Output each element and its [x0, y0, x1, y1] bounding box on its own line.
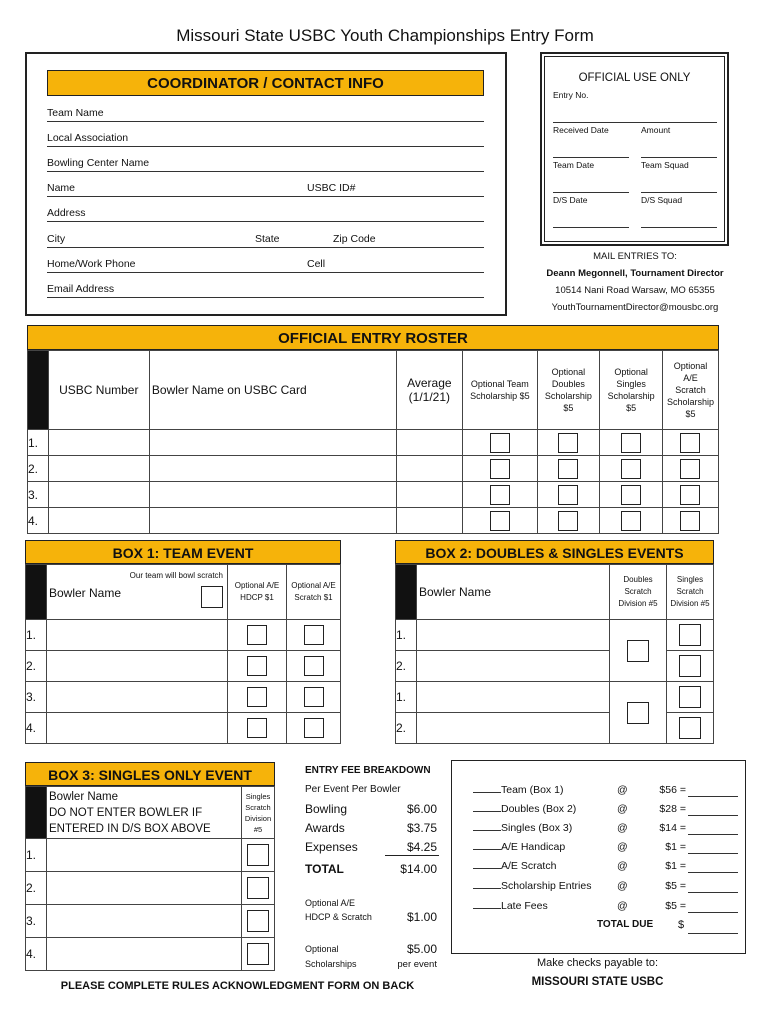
ae-hdcp-checkbox[interactable]: [247, 625, 267, 645]
table-row: [26, 682, 341, 713]
payee-name: MISSOURI STATE USBC: [531, 976, 664, 988]
row-number: 1.: [28, 430, 49, 456]
ae-hdcp-checkbox[interactable]: [247, 687, 267, 707]
box1-corner: [26, 565, 47, 620]
ae-scratch-checkbox[interactable]: [304, 656, 324, 676]
line-amount[interactable]: [688, 834, 738, 835]
fee-awards-label: Awards: [305, 821, 345, 835]
row-number: 1.: [396, 620, 417, 651]
line-price: $28 =: [659, 803, 686, 815]
table-row: [26, 713, 341, 744]
total-due-dollar: $: [678, 919, 685, 931]
team-squad-label: Team Squad: [641, 160, 689, 170]
local-association-field[interactable]: [47, 132, 484, 147]
name-label: Name: [47, 182, 76, 194]
box2-table: [395, 564, 714, 744]
rules-note: PLEASE COMPLETE RULES ACKNOWLEDGMENT FORM ON BACK: [60, 980, 415, 992]
average-cell[interactable]: [396, 430, 463, 456]
box3-bowler-header: [47, 787, 242, 839]
row-number: 2.: [28, 456, 49, 482]
bowler-name-cell[interactable]: [47, 713, 228, 744]
line-at: @: [617, 880, 628, 892]
usbc-number-cell[interactable]: [48, 482, 149, 508]
phone-field[interactable]: [47, 258, 484, 273]
received-date-field[interactable]: [553, 125, 629, 158]
line-label: A/E Scratch: [501, 860, 557, 872]
coordinator-header: COORDINATOR / CONTACT INFO: [47, 70, 484, 96]
doubles-scholarship-checkbox[interactable]: [558, 511, 578, 531]
average-cell[interactable]: [396, 482, 463, 508]
average-cell[interactable]: [396, 456, 463, 482]
total-line-ae-scratch: [473, 856, 738, 874]
box2-bowler-label: Bowler Name: [417, 565, 610, 620]
bowling-center-label: Bowling Center Name: [47, 157, 150, 169]
box1-bowler-label: Bowler Name: [49, 586, 122, 600]
fee-header: ENTRY FEE BREAKDOWN: [305, 765, 431, 776]
box3-table: [25, 786, 275, 971]
row-number: 4.: [28, 508, 49, 534]
line-amount[interactable]: [688, 853, 738, 854]
ds-date-field[interactable]: [553, 195, 629, 228]
box3-corner: [26, 787, 47, 839]
total-due-label: TOTAL DUE: [597, 919, 654, 930]
bowler-name-cell[interactable]: [47, 620, 228, 651]
box3-note-line1: DO NOT ENTER BOWLER IF: [49, 806, 203, 819]
qty-blank[interactable]: [473, 888, 501, 889]
bowler-name-cell[interactable]: [149, 430, 396, 456]
row-number: 3.: [26, 905, 47, 938]
total-line-late-fees: [473, 896, 738, 914]
line-at: @: [617, 860, 628, 872]
fee-total-rule: [385, 855, 439, 856]
bowler-name-cell[interactable]: [149, 508, 396, 534]
ae-hdcp-checkbox[interactable]: [247, 656, 267, 676]
bowler-name-cell[interactable]: [149, 482, 396, 508]
row-number: 1.: [26, 620, 47, 651]
official-use-header: OFFICIAL USE ONLY: [578, 72, 691, 84]
bowler-name-cell[interactable]: [149, 456, 396, 482]
ae-scratch-checkbox[interactable]: [304, 687, 324, 707]
singles-scholarship-checkbox[interactable]: [621, 511, 641, 531]
payable-label: Make checks payable to:: [536, 957, 659, 969]
col-singles-only-scratch: Singles Scratch Division #5: [242, 787, 275, 839]
ae-scholarship-checkbox[interactable]: [680, 433, 700, 453]
fee-ae-label1: Optional A/E: [305, 898, 356, 908]
bowler-name-cell[interactable]: [47, 651, 228, 682]
team-scholarship-checkbox[interactable]: [490, 459, 510, 479]
line-label: Singles (Box 3): [501, 822, 573, 834]
line-amount[interactable]: [688, 815, 738, 816]
ae-scholarship-checkbox[interactable]: [680, 511, 700, 531]
col-ae-scholarship: Optional A/E Scratch Scholarship $5: [662, 351, 718, 430]
col-singles-scholarship: Optional Singles Scholarship $5: [600, 351, 663, 430]
email-label: Email Address: [47, 283, 115, 295]
box1-header-row: [26, 565, 341, 620]
fee-total-value: $14.00: [400, 862, 437, 876]
mail-address: 10514 Nani Road Warsaw, MO 65355: [555, 285, 715, 296]
qty-blank[interactable]: [473, 792, 501, 793]
total-line-scholarship: [473, 876, 738, 894]
singles-only-checkbox[interactable]: [247, 877, 269, 899]
box3-header: BOX 3: SINGLES ONLY EVENT: [25, 762, 275, 786]
bowling-center-field[interactable]: [47, 157, 484, 172]
fee-bowling-label: Bowling: [305, 802, 348, 816]
line-label: Scholarship Entries: [501, 880, 592, 892]
box2-corner: [396, 565, 417, 620]
line-amount[interactable]: [688, 912, 738, 913]
average-cell[interactable]: [396, 508, 463, 534]
cell-label: Cell: [307, 258, 326, 270]
name-field[interactable]: [47, 182, 484, 197]
line-at: @: [617, 822, 628, 834]
doubles-scholarship-checkbox[interactable]: [558, 485, 578, 505]
col-ae-scratch: Optional A/E Scratch $1: [287, 565, 341, 620]
col-team-scholarship: Optional Team Scholarship $5: [463, 351, 537, 430]
city-field[interactable]: [47, 233, 484, 248]
team-squad-field[interactable]: [641, 160, 717, 193]
mail-to-label: MAIL ENTRIES TO:: [593, 251, 677, 262]
table-row: [396, 713, 714, 744]
team-name-label: Team Name: [47, 107, 104, 119]
line-price: $1 =: [665, 841, 686, 853]
table-row: [28, 508, 719, 534]
line-at: @: [617, 841, 628, 853]
singles-scholarship-checkbox[interactable]: [621, 485, 641, 505]
box2-header: BOX 2: DOUBLES & SINGLES EVENTS: [395, 540, 714, 564]
qty-blank[interactable]: [473, 830, 501, 831]
singles-scratch-checkbox[interactable]: [679, 717, 701, 739]
singles-scratch-checkbox[interactable]: [679, 624, 701, 646]
col-doubles-scratch: Doubles Scratch Division #5: [610, 565, 667, 620]
singles-scholarship-checkbox[interactable]: [621, 433, 641, 453]
usbc-number-cell[interactable]: [48, 430, 149, 456]
singles-scratch-checkbox[interactable]: [679, 655, 701, 677]
fee-expenses-label: Expenses: [305, 840, 358, 854]
row-number: 2.: [396, 713, 417, 744]
scratch-checkbox[interactable]: [201, 586, 223, 608]
table-row: [26, 905, 275, 938]
usbc-id-label: USBC ID#: [307, 182, 356, 194]
table-row: [396, 651, 714, 682]
total-line-team: [473, 780, 738, 798]
fee-awards-value: $3.75: [406, 821, 437, 835]
row-number: 2.: [26, 872, 47, 905]
line-label: Late Fees: [501, 900, 548, 912]
mail-director: Deann Megonnell, Tournament Director: [546, 268, 724, 279]
row-number: 4.: [26, 938, 47, 971]
line-amount[interactable]: [688, 892, 738, 893]
bowler-name-cell[interactable]: [47, 905, 242, 938]
mail-email: YouthTournamentDirector@mousbc.org: [551, 302, 719, 313]
fee-ae-label2: HDCP & Scratch: [305, 912, 372, 922]
table-row: [28, 456, 719, 482]
box1-header: BOX 1: TEAM EVENT: [25, 540, 341, 564]
line-at: @: [617, 803, 628, 815]
bowler-name-cell[interactable]: [47, 938, 242, 971]
row-number: 3.: [26, 682, 47, 713]
table-row: [396, 682, 714, 713]
team-name-field[interactable]: [47, 107, 484, 122]
ae-scholarship-checkbox[interactable]: [680, 485, 700, 505]
line-label: Team (Box 1): [501, 784, 564, 796]
email-field[interactable]: [47, 283, 484, 298]
team-scholarship-checkbox[interactable]: [490, 433, 510, 453]
line-price: $5 =: [665, 900, 686, 912]
fee-sch-per: per event: [397, 959, 437, 970]
doubles-scholarship-checkbox[interactable]: [558, 459, 578, 479]
bowler-name-cell[interactable]: [417, 620, 610, 651]
row-number: 1.: [396, 682, 417, 713]
box3-note-line2: ENTERED IN D/S BOX ABOVE: [49, 822, 211, 835]
received-date-label: Received Date: [553, 125, 609, 135]
ds-squad-field[interactable]: [641, 195, 717, 228]
state-label: State: [255, 233, 280, 245]
doubles-scholarship-checkbox[interactable]: [558, 433, 578, 453]
qty-blank[interactable]: [473, 908, 501, 909]
qty-blank[interactable]: [473, 811, 501, 812]
singles-only-checkbox[interactable]: [247, 844, 269, 866]
fee-bowling-value: $6.00: [406, 802, 437, 816]
col-singles-scratch: Singles Scratch Division #5: [667, 565, 714, 620]
city-label: City: [47, 233, 66, 245]
table-row: [28, 430, 719, 456]
ae-hdcp-checkbox[interactable]: [247, 718, 267, 738]
bowler-name-cell[interactable]: [417, 651, 610, 682]
entry-no-label: Entry No.: [553, 90, 589, 100]
fee-sch-value: $5.00: [406, 942, 437, 956]
bowler-name-cell[interactable]: [417, 713, 610, 744]
ae-scratch-checkbox[interactable]: [304, 625, 324, 645]
fee-ae-value: $1.00: [406, 910, 437, 924]
ae-scratch-checkbox[interactable]: [304, 718, 324, 738]
box3-header-row: [26, 787, 275, 839]
col-doubles-scholarship: Optional Doubles Scholarship $5: [537, 351, 600, 430]
roster-table: [27, 350, 719, 534]
roster-header-row: [28, 351, 719, 430]
table-row: [26, 651, 341, 682]
row-number: 2.: [26, 651, 47, 682]
total-line-doubles: [473, 799, 738, 817]
line-price: $1 =: [665, 860, 686, 872]
usbc-number-cell[interactable]: [48, 508, 149, 534]
col-average: Average (1/1/21): [396, 351, 463, 430]
col-bowler-name: Bowler Name on USBC Card: [149, 351, 396, 430]
qty-blank[interactable]: [473, 849, 501, 850]
total-due-amount[interactable]: [688, 933, 738, 934]
fee-total-label: TOTAL: [305, 862, 344, 876]
team-scholarship-checkbox[interactable]: [490, 511, 510, 531]
table-row: [26, 938, 275, 971]
line-amount[interactable]: [688, 796, 738, 797]
line-label: A/E Handicap: [501, 841, 566, 853]
table-row: [396, 620, 714, 651]
col-usbc-number: USBC Number: [48, 351, 149, 430]
row-number: 4.: [26, 713, 47, 744]
team-scholarship-checkbox[interactable]: [490, 485, 510, 505]
ds-squad-label: D/S Squad: [641, 195, 683, 205]
table-row: [26, 839, 275, 872]
address-label: Address: [47, 207, 86, 219]
entry-no-field[interactable]: [553, 90, 717, 123]
line-label: Doubles (Box 2): [501, 803, 577, 815]
ds-date-label: D/S Date: [553, 195, 588, 205]
zip-label: Zip Code: [333, 233, 376, 245]
fee-expenses-value: $4.25: [406, 840, 437, 854]
bowler-name-cell[interactable]: [47, 839, 242, 872]
table-row: [26, 620, 341, 651]
qty-blank[interactable]: [473, 868, 501, 869]
singles-scholarship-checkbox[interactable]: [621, 459, 641, 479]
fee-sch-label2: Scholarships: [305, 959, 357, 969]
bowler-name-cell[interactable]: [417, 682, 610, 713]
ae-scholarship-checkbox[interactable]: [680, 459, 700, 479]
team-date-label: Team Date: [553, 160, 595, 170]
line-at: @: [617, 784, 628, 796]
line-price: $56 =: [659, 784, 686, 796]
doubles-scratch-checkbox[interactable]: [627, 640, 649, 662]
line-at: @: [617, 900, 628, 912]
box3-bowler-label: Bowler Name: [49, 790, 119, 803]
bowler-name-cell[interactable]: [47, 872, 242, 905]
table-row: [26, 872, 275, 905]
row-number: 3.: [28, 482, 49, 508]
fee-sch-label1: Optional: [305, 944, 339, 954]
fee-subheader: Per Event Per Bowler: [305, 784, 401, 795]
total-line-singles: [473, 818, 738, 836]
page-title: Missouri State USBC Youth Championships Entry Form: [176, 26, 594, 45]
singles-only-checkbox[interactable]: [247, 910, 269, 932]
doubles-scratch-checkbox[interactable]: [627, 702, 649, 724]
singles-only-checkbox[interactable]: [247, 943, 269, 965]
total-line-ae-handicap: [473, 837, 738, 855]
roster-corner: [28, 351, 49, 430]
box1-table: [25, 564, 341, 744]
line-price: $14 =: [659, 822, 686, 834]
box2-header-row: [396, 565, 714, 620]
address-field[interactable]: [47, 207, 484, 222]
local-association-label: Local Association: [47, 132, 129, 144]
usbc-number-cell[interactable]: [48, 456, 149, 482]
col-ae-hdcp: Optional A/E HDCP $1: [228, 565, 287, 620]
phone-label: Home/Work Phone: [47, 258, 136, 270]
team-date-field[interactable]: [553, 160, 629, 193]
line-amount[interactable]: [688, 872, 738, 873]
line-price: $5 =: [665, 880, 686, 892]
singles-scratch-checkbox[interactable]: [679, 686, 701, 708]
table-row: [28, 482, 719, 508]
roster-header: OFFICIAL ENTRY ROSTER: [27, 325, 719, 350]
amount-label: Amount: [641, 125, 671, 135]
box1-bowler-header: [47, 565, 228, 620]
amount-field[interactable]: [641, 125, 717, 158]
scratch-note: Our team will bowl scratch: [129, 571, 223, 580]
row-number: 1.: [26, 839, 47, 872]
bowler-name-cell[interactable]: [47, 682, 228, 713]
row-number: 2.: [396, 651, 417, 682]
